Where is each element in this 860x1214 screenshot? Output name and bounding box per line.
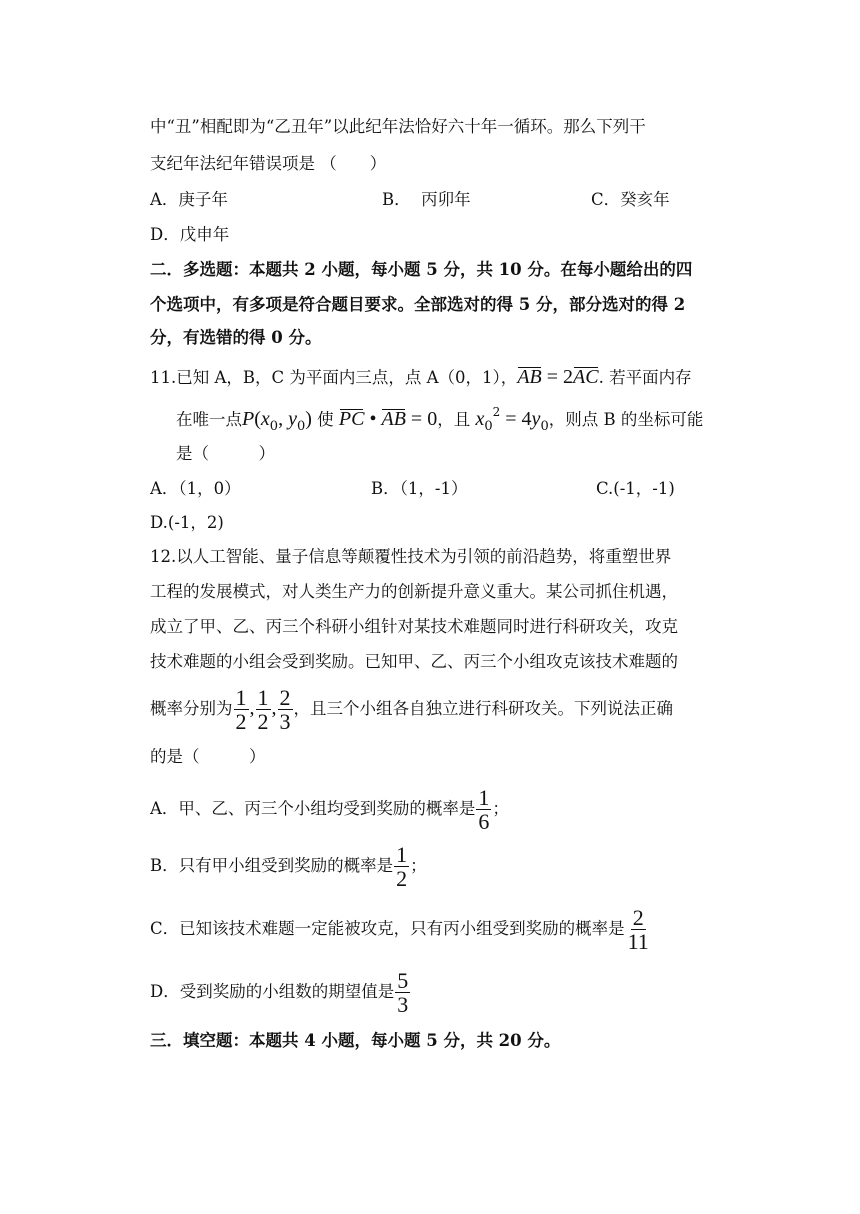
denominator: 2 xyxy=(396,866,408,892)
var-y: y xyxy=(288,408,297,430)
q11-line2-tail: ，则点 B 的坐标可能 xyxy=(548,410,704,429)
q12-line-2: 工程的发展模式，对人类生产力的创新提升意义重大。某公司抓住机遇， xyxy=(150,582,678,601)
denominator: 2 xyxy=(257,709,269,735)
paren-open: ( xyxy=(254,408,261,430)
fraction-one-half xyxy=(256,686,271,733)
equals-four: = 4 xyxy=(500,408,532,430)
fraction-one-half xyxy=(394,843,409,890)
numerator: 2 xyxy=(279,685,291,710)
q12-option-a-text: A．甲、乙、丙三个小组均受到奖励的概率是 xyxy=(150,799,476,819)
q12-option-b xyxy=(150,843,427,890)
denominator: 3 xyxy=(397,992,409,1018)
fraction-five-thirds xyxy=(395,969,410,1016)
semicolon: ； xyxy=(410,856,427,876)
paren-close: ) xyxy=(305,408,312,430)
denominator: 3 xyxy=(279,709,291,735)
q11-option-a: A．（1，0） xyxy=(150,479,241,498)
word-qie: ，且 xyxy=(437,410,476,429)
intro-line-1: 中“丑”相配即为“乙丑年”以此纪年法恰好六十年一循环。那么下列干 xyxy=(150,117,646,136)
fraction-two-elevenths xyxy=(626,906,651,953)
numerator: 1 xyxy=(257,685,269,710)
fraction-one-sixth xyxy=(476,786,491,833)
section3-heading: 三．填空题：本题共 4 小题，每小题 5 分，共 20 分。 xyxy=(150,1031,561,1050)
numerator: 2 xyxy=(632,905,644,930)
q12-option-a xyxy=(150,786,509,833)
var-x: x xyxy=(475,408,485,430)
point-p: P xyxy=(242,408,255,430)
section2-line-2: 个选项中，有多项是符合题目要求。全部选对的得 5 分，部分选对的得 2 xyxy=(150,295,686,314)
numerator: 1 xyxy=(235,685,247,710)
option-c-label: C． xyxy=(591,190,621,209)
comma: , xyxy=(278,408,289,430)
intro-line-2: 支纪年法纪年错误项是 （ ） xyxy=(150,154,387,173)
option-a-label: A． xyxy=(150,190,179,209)
option-d xyxy=(150,227,229,244)
subscript: 0 xyxy=(484,419,493,434)
q11-stem-text: 11.已知 A，B，C 为平面内三点，点 A（0，1）， xyxy=(150,368,518,387)
q12-option-d-text: D．受到奖励的小组数的期望值是 xyxy=(150,982,395,1002)
q12-line-1: 12.以人工智能、量子信息等颠覆性技术为引领的前沿趋势，将重塑世界 xyxy=(150,547,672,566)
option-a-text: 庚子年 xyxy=(178,190,228,209)
semicolon: ； xyxy=(492,799,509,819)
q12-option-b-text: B．只有甲小组受到奖励的概率是 xyxy=(150,856,394,876)
option-c-text: 癸亥年 xyxy=(620,190,670,209)
q11-equals-two: = 2 xyxy=(541,366,574,388)
dot-product: • xyxy=(364,408,382,430)
q11-option-b: B．（1，-1） xyxy=(371,479,468,498)
q12-option-c xyxy=(150,906,652,953)
vector-ac: AC xyxy=(573,366,599,388)
comma: , xyxy=(249,697,255,720)
vector-ab: AB xyxy=(381,408,406,430)
comma: , xyxy=(271,697,277,720)
denominator: 11 xyxy=(627,929,649,955)
vector-ab: AB xyxy=(517,366,542,388)
q11-line-3: 是（ ） xyxy=(176,444,275,463)
subscript: 0 xyxy=(540,419,549,434)
option-d-text: 戊申年 xyxy=(179,225,230,244)
var-y: y xyxy=(531,408,541,430)
word-shi: 使 xyxy=(311,410,339,429)
subscript: 0 xyxy=(296,419,306,434)
subscript: 0 xyxy=(269,419,279,434)
q12-line-3: 成立了甲、乙、丙三个科研小组针对某技术难题同时进行科研攻关，攻克 xyxy=(150,617,678,636)
numerator: 5 xyxy=(397,968,409,993)
section2-line-1: 二．多选题：本题共 2 小题，每小题 5 分，共 10 分。在每小题给出的四 xyxy=(150,260,693,279)
option-a xyxy=(150,192,228,209)
q12-line-5 xyxy=(150,686,673,733)
option-b-text: 丙卯年 xyxy=(421,190,471,209)
q11-line2-pre: 在唯一点 xyxy=(176,410,242,429)
q12-line-6: 的是（ ） xyxy=(150,747,266,766)
q12-line5-post: ，且三个小组各自独立进行科研攻关。下列说法正确 xyxy=(293,699,673,719)
option-b xyxy=(382,192,471,209)
option-d-label: D． xyxy=(150,225,180,244)
q11-line-2 xyxy=(176,406,703,433)
equals-zero: = 0 xyxy=(405,408,438,430)
denominator: 2 xyxy=(235,709,247,735)
fraction-two-thirds xyxy=(278,686,293,733)
numerator: 1 xyxy=(396,842,408,867)
q12-option-d xyxy=(150,969,411,1016)
q11-line1-tail: . 若平面内存 xyxy=(598,368,692,387)
q12-option-c-text: C．已知该技术难题一定能被攻克，只有丙小组受到奖励的概率是 xyxy=(150,919,625,939)
superscript: 2 xyxy=(492,405,501,419)
q11-option-d: D.(-1，2) xyxy=(150,513,224,532)
var-x: x xyxy=(260,408,270,430)
denominator: 6 xyxy=(478,809,490,835)
q11-line-1 xyxy=(150,367,692,387)
q11-option-c: C.(-1，-1) xyxy=(596,479,675,498)
section2-line-3: 分，有选错的得 0 分。 xyxy=(150,328,322,347)
option-c xyxy=(591,192,670,209)
fraction-one-half xyxy=(234,686,249,733)
q12-line5-pre: 概率分别为 xyxy=(150,699,233,719)
q12-line-4: 技术难题的小组会受到奖励。已知甲、乙、丙三个小组攻克该技术难题的 xyxy=(150,652,678,671)
numerator: 1 xyxy=(478,785,490,810)
vector-pc: PC xyxy=(338,408,365,430)
option-b-label: B． xyxy=(382,190,411,209)
